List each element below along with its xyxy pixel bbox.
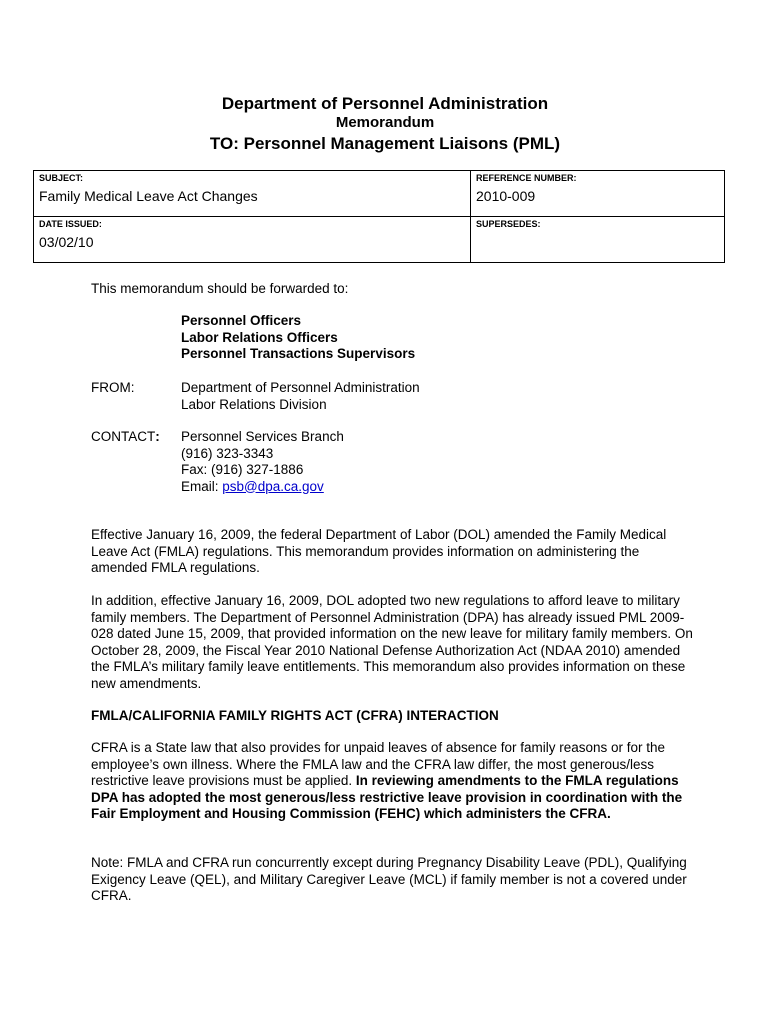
from-block (181, 380, 420, 413)
contact-email-label: Email: (181, 478, 223, 494)
contact-email-line (181, 479, 344, 496)
contact-email-link[interactable]: psb@dpa.ca.gov (222, 478, 324, 494)
subject-cell (34, 171, 471, 217)
memo-info-table (33, 170, 725, 263)
reference-label: REFERENCE NUMBER: (476, 173, 577, 183)
memo-recipients-title: TO: Personnel Management Liaisons (PML) (209, 134, 561, 153)
date-value: 03/02/10 (39, 234, 94, 250)
contact-label-colon: : (155, 429, 160, 444)
contact-fax: Fax: (916) 327-1886 (181, 462, 304, 477)
date-label: DATE ISSUED: (39, 219, 102, 229)
paragraph-3-normal: CFRA is a State law that also provides for unpaid leaves of absence for family reasons or for the employee’s own illness. Where the FMLA law and the CFRA law differ, the most generous/less restrictive leave provisions must be applied. (91, 740, 666, 788)
contact-block (181, 429, 344, 495)
recipient-item: Personnel Transactions Supervisors (181, 346, 416, 361)
forward-intro: This memorandum should be forwarded to: (91, 281, 349, 296)
subject-label: SUBJECT: (39, 173, 84, 183)
recipient-item: Labor Relations Officers (181, 329, 338, 345)
body-paragraph-2: In addition, effective January 16, 2009, DOL adopted two new regulations to afford leave to military family members. The Department of Personnel Administration (DPA) has already issued PML 2009-028 dated June 15, 2009, that provided information on the new leave for military family members. On October 28, 2009, the Fiscal Year 2010 National Defense Authorization Act (NDAA 2010) amended the FMLA’s military family leave entitlements. This memorandum also provides information on these new amendments. (91, 593, 693, 691)
body-paragraph-1: Effective January 16, 2009, the federal Department of Labor (DOL) amended the Family Medical Leave Act (FMLA) regulations. This memorandum provides information on administering the amended FMLA regulations. (91, 527, 667, 575)
from-label: FROM: (91, 380, 135, 395)
contact-label (91, 429, 160, 446)
subject-value: Family Medical Leave Act Changes (39, 188, 258, 204)
from-line: Department of Personnel Administration (181, 380, 420, 395)
contact-label-text: CONTACT (91, 429, 156, 444)
body-paragraph-3 (91, 740, 691, 823)
body-paragraph-4: Note: FMLA and CFRA run concurrently except during Pregnancy Disability Leave (PDL), Qualifying Exigency Leave (QEL), and Military Caregiver Leave (MCL) if family member is not a covered under CFRA. (91, 855, 687, 903)
paragraph-3-bold: In reviewing amendments to the FMLA regulations DPA has adopted the most generous/less restrictive leave provision in coordination with the Fair Employment and Housing Commission (FEHC) which administers the CFRA. (91, 773, 683, 821)
date-cell (34, 217, 471, 263)
supersedes-cell (471, 217, 725, 263)
supersedes-label: SUPERSEDES: (476, 219, 541, 229)
recipient-item: Personnel Officers (181, 313, 302, 328)
recipient-list (181, 313, 415, 363)
reference-cell (471, 171, 725, 217)
reference-value: 2010-009 (476, 188, 536, 204)
department-title: Department of Personnel Administration (221, 94, 549, 113)
section-heading: FMLA/CALIFORNIA FAMILY RIGHTS ACT (CFRA) INTERACTION (91, 708, 499, 723)
from-line: Labor Relations Division (181, 396, 327, 412)
contact-branch: Personnel Services Branch (181, 429, 344, 444)
document-type: Memorandum (335, 114, 435, 131)
contact-phone: (916) 323-3343 (181, 445, 274, 461)
